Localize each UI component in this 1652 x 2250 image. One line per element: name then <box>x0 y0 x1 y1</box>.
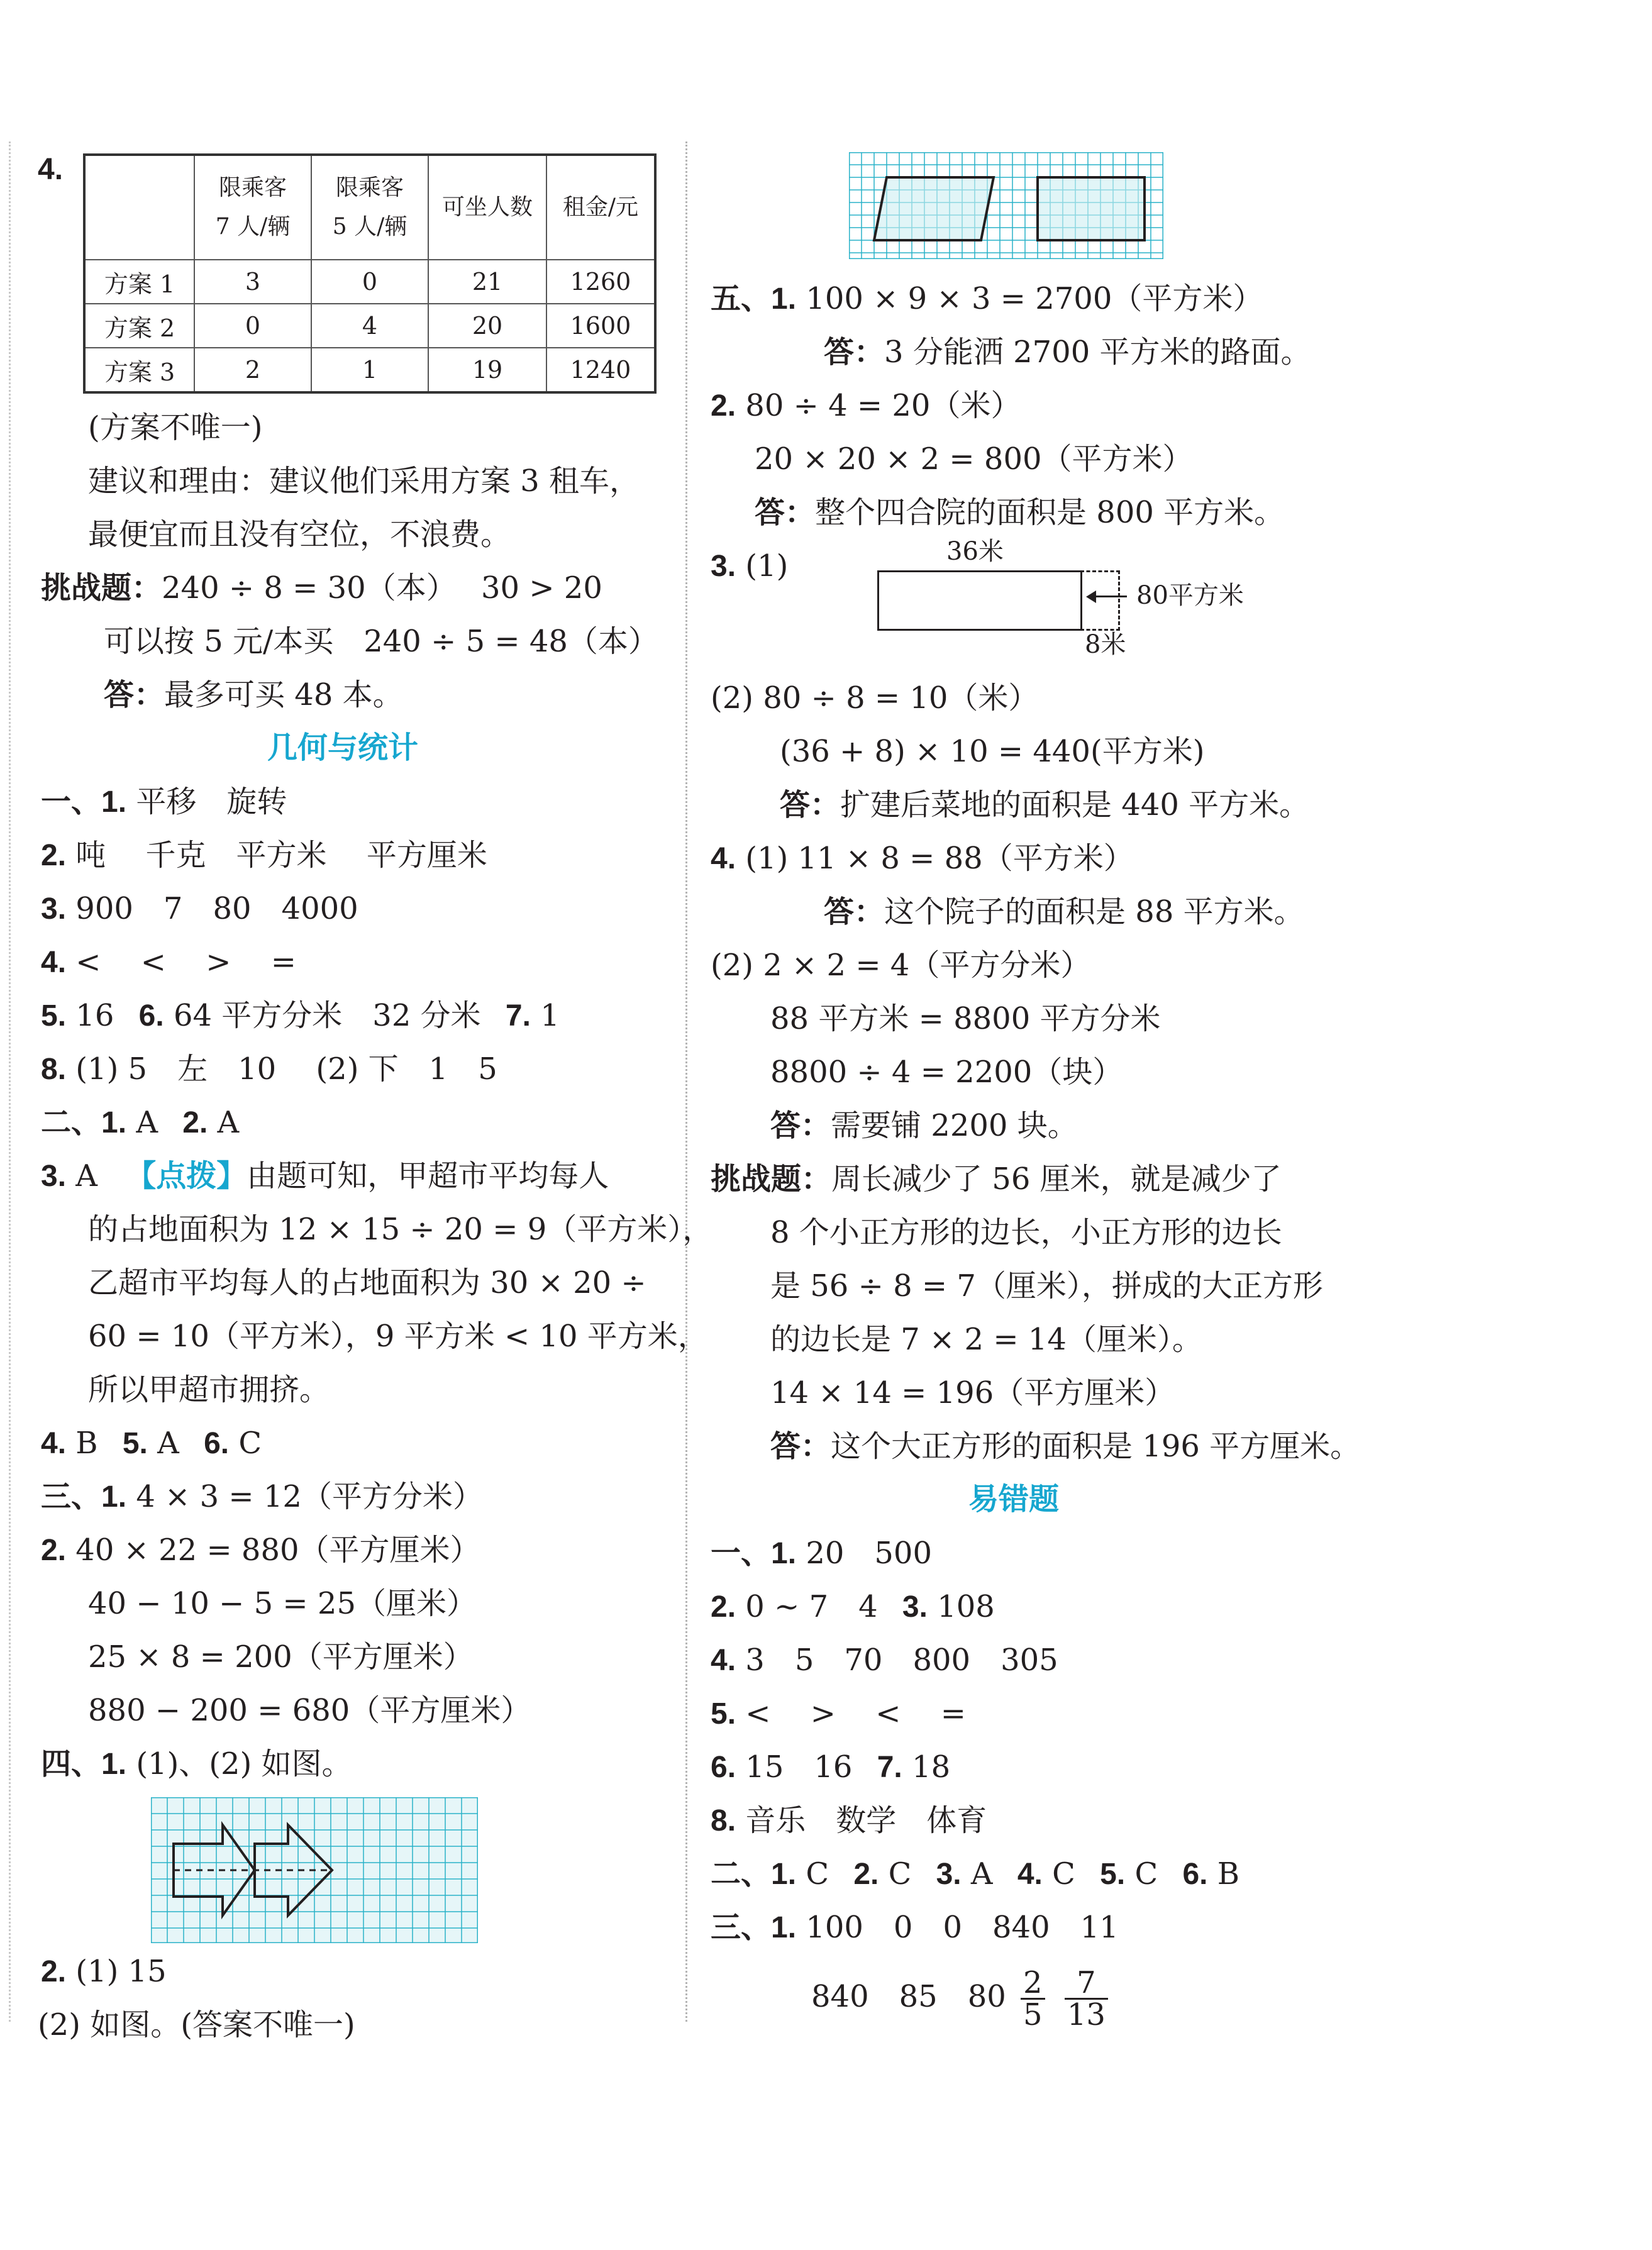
challenge-line-3: 是 56 ÷ 8 = 7（厘米），拼成的大正方形 <box>770 1268 1323 1304</box>
y-line-8 <box>711 1802 987 1839</box>
item-text: B <box>75 1426 98 1461</box>
item-label: 4. <box>41 946 67 979</box>
item-text: 900 7 80 4000 <box>75 891 358 926</box>
table-cell: 1 <box>311 348 428 392</box>
table-cell: 19 <box>428 348 546 392</box>
w-answer-1 <box>824 333 1311 371</box>
w-line-4d: 8800 ÷ 4 = 2200（块） <box>770 1055 1123 1090</box>
item-text: < > < = <box>745 1696 966 1731</box>
item-text: 80 ÷ 4 = 20（米） <box>745 388 1021 423</box>
e-line-3 <box>41 1157 609 1195</box>
w-line-3b: (2) 80 ÷ 8 = 10（米） <box>711 680 1039 716</box>
item-label: 6. <box>138 999 164 1033</box>
table-cell: 2 <box>194 348 311 392</box>
hint-line-3: 乙超市平均每人的占地面积为 30 × 20 ÷ <box>88 1265 646 1300</box>
challenge-calc-1: 240 ÷ 8 = 30（本） 30 > 20 <box>162 570 602 606</box>
item-text: C <box>806 1856 829 1892</box>
parallelogram-shape <box>874 177 994 240</box>
header-line: 限乘客 <box>335 175 404 201</box>
answer-text: 扩建后菜地的面积是 440 平方米。 <box>840 787 1310 823</box>
table-cell: 1600 <box>546 304 655 348</box>
t-line-2 <box>811 1962 1113 2031</box>
item-text: < < > = <box>75 945 296 980</box>
parallelogram-rectangle-grid <box>849 152 1163 259</box>
table-cell: 3 <box>194 260 311 304</box>
table-cell: 1260 <box>546 260 655 304</box>
item-label: 3. <box>902 1590 928 1624</box>
item-label: 4. <box>711 1644 736 1677</box>
item-label: 5. <box>122 1427 148 1460</box>
answer-label: 答： <box>770 1109 831 1143</box>
item-text: 100 0 0 840 11 <box>806 1910 1119 1945</box>
item-text: 音乐 数学 体育 <box>745 1803 987 1838</box>
hint-line-2: 的占地面积为 12 × 15 ÷ 20 = 9（平方米）， <box>88 1212 713 1247</box>
item-label: 三、1. <box>711 1911 797 1944</box>
g-line-8 <box>41 1050 497 1088</box>
label-36m: 36米 <box>946 537 1004 566</box>
s-line-4: 25 × 8 = 200（平方厘米） <box>88 1639 474 1675</box>
item-label: 3. <box>41 892 67 926</box>
y-line-1 <box>711 1534 932 1572</box>
suggestion-line-1: 建议和理由：建议他们采用方案 3 租车， <box>88 463 640 499</box>
challenge-line-4: 的边长是 7 × 2 = 14（厘米）。 <box>770 1322 1202 1357</box>
w-answer-3 <box>780 786 1309 824</box>
item-text: C <box>238 1426 262 1461</box>
y-line-4 <box>711 1641 1058 1679</box>
item-label: 2. <box>711 1590 736 1624</box>
item-text: 18 <box>912 1749 951 1785</box>
item-text: B <box>1217 1856 1240 1892</box>
item-text: (1) <box>745 548 789 584</box>
y-line-2 <box>711 1588 995 1626</box>
table-header-5seat <box>311 155 428 260</box>
g-line-4 <box>41 943 296 981</box>
g-line-1 <box>41 783 287 821</box>
item-label: 3. <box>936 1858 962 1891</box>
challenge-answer <box>104 676 403 714</box>
f-line-1 <box>41 1745 352 1783</box>
item-label: 3. <box>711 550 736 583</box>
item-text: 100 × 9 × 3 = 2700（平方米） <box>806 281 1263 316</box>
item-label: 8. <box>711 1804 736 1837</box>
original-field-rect <box>877 570 1082 631</box>
item-text: 平移 旋转 <box>136 784 287 819</box>
item-label: 2. <box>182 1106 208 1139</box>
table-cell: 1240 <box>546 348 655 392</box>
item-text: (1) 15 <box>75 1954 167 1989</box>
item-label: 6. <box>711 1751 736 1784</box>
hint-label: 【点拨】 <box>126 1160 247 1193</box>
table-header-rent: 租金/元 <box>546 155 655 260</box>
s-line-5: 880 − 200 = 680（平方厘米） <box>88 1693 531 1728</box>
hint-line-4: 60 = 10（平方米），9 平方米 < 10 平方米， <box>88 1319 708 1354</box>
item-label: 二、1. <box>711 1858 797 1891</box>
hint-line-5: 所以甲超市拥挤。 <box>88 1372 330 1407</box>
q4-label: 4. <box>38 153 64 186</box>
answer-label: 答： <box>824 895 885 929</box>
challenge-line-1 <box>711 1160 1282 1198</box>
table-cell: 0 <box>194 304 311 348</box>
item-label: 3. <box>41 1160 67 1193</box>
table-corner <box>84 155 194 260</box>
item-label: 一、1. <box>711 1537 797 1570</box>
section-title-geometry: 几何与统计 <box>267 731 419 765</box>
item-text: 16 <box>75 998 114 1033</box>
answer-label: 答： <box>770 1430 831 1463</box>
e-line-1 <box>41 1104 239 1141</box>
challenge-line-2: 可以按 5 元/本买 240 ÷ 5 = 48（本） <box>104 624 658 659</box>
section-title-errors: 易错题 <box>968 1483 1060 1516</box>
item-text: 1 <box>540 998 560 1033</box>
table-cell: 方案 2 <box>84 304 194 348</box>
arrow-head-icon <box>1086 590 1096 603</box>
item-label: 三、1. <box>41 1480 127 1514</box>
item-text: (1) 11 × 8 = 88（平方米） <box>745 841 1134 876</box>
item-label: 4. <box>1017 1858 1043 1891</box>
label-8m: 8米 <box>1085 630 1126 659</box>
item-text: A <box>157 1426 179 1461</box>
item-label: 8. <box>41 1053 67 1086</box>
item-label: 5. <box>1100 1858 1126 1891</box>
fraction-numerator: 7 <box>1065 1968 1108 2000</box>
margin-dotted-line <box>9 141 11 2022</box>
table-cell: 20 <box>428 304 546 348</box>
fraction-denominator: 13 <box>1067 1997 1106 2032</box>
table-cell: 方案 3 <box>84 348 194 392</box>
w-answer-4a <box>824 893 1304 931</box>
challenge-label: 挑战题： <box>41 572 162 605</box>
f-line-2b: (2) 如图。(答案不唯一) <box>38 2007 355 2042</box>
item-text: 20 500 <box>806 1536 933 1571</box>
y-line-5 <box>711 1695 966 1732</box>
item-text: A <box>136 1105 158 1140</box>
w-line-3c: (36 + 8) × 10 = 440(平方米) <box>780 734 1205 769</box>
g-line-5 <box>41 997 560 1034</box>
rental-plan-table <box>83 153 657 394</box>
item-text: 40 × 22 = 880（平方厘米） <box>75 1532 480 1568</box>
w-line-4 <box>711 840 1134 877</box>
item-label: 6. <box>204 1427 230 1460</box>
answer-label: 答： <box>755 496 816 529</box>
w-line-2b: 20 × 20 × 2 = 800（平方米） <box>755 441 1193 477</box>
fraction-2-5 <box>1021 1965 1045 2032</box>
z-line <box>711 1855 1239 1893</box>
item-label: 4. <box>41 1427 67 1460</box>
item-label: 一、1. <box>41 785 127 819</box>
s-line-1 <box>41 1478 483 1516</box>
y-line-6 <box>711 1748 950 1786</box>
item-text: 吨 千克 平方米 平方厘米 <box>75 838 487 873</box>
table-header-7seat <box>194 155 311 260</box>
field-extension-diagram <box>877 537 1244 670</box>
item-label: 五、1. <box>711 282 797 316</box>
fraction-numerator: 2 <box>1021 1968 1045 2000</box>
arrow-translation-grid <box>151 1797 478 1943</box>
header-line: 5 人/辆 <box>332 214 407 240</box>
item-text: A <box>217 1105 240 1140</box>
item-text: 64 平方分米 32 分米 <box>173 998 481 1033</box>
label-80sqm: 80平方米 <box>1136 581 1244 610</box>
challenge-line-2: 8 个小正方形的边长，小正方形的边长 <box>770 1215 1282 1250</box>
item-text: C <box>1052 1856 1075 1892</box>
item-text: 3 5 70 800 305 <box>745 1643 1058 1678</box>
table-row <box>84 304 655 348</box>
item-label: 5. <box>41 999 67 1033</box>
answer-text: 这个院子的面积是 88 平方米。 <box>884 894 1304 929</box>
item-text: 4 × 3 = 12（平方分米） <box>136 1479 483 1514</box>
w-line-1 <box>711 280 1263 318</box>
hint-text: 由题可知，甲超市平均每人 <box>247 1158 609 1194</box>
item-label: 7. <box>505 999 531 1033</box>
suggestion-line-2: 最便宜而且没有空位，不浪费。 <box>88 517 511 552</box>
g-line-3 <box>41 890 358 928</box>
table-cell: 21 <box>428 260 546 304</box>
w-answer-4b <box>770 1107 1078 1144</box>
rectangle-shape <box>1038 177 1145 240</box>
item-label: 7. <box>877 1751 902 1784</box>
w-answer-2 <box>755 494 1284 531</box>
challenge-label: 挑战题： <box>711 1163 832 1196</box>
e-line-4 <box>41 1424 262 1462</box>
challenge-text: 周长减少了 56 厘米，就是减少了 <box>831 1161 1282 1197</box>
answer-text: 这个大正方形的面积是 196 平方厘米。 <box>831 1429 1361 1464</box>
item-text: (1)、(2) 如图。 <box>136 1746 352 1782</box>
item-label: 四、1. <box>41 1748 127 1781</box>
item-label: 2. <box>711 389 736 423</box>
table-cell: 0 <box>311 260 428 304</box>
answer-label: 答： <box>780 789 841 822</box>
column-divider <box>685 141 687 2022</box>
item-text: 0 ~ 7 4 <box>745 1589 878 1624</box>
header-line: 7 人/辆 <box>215 214 291 240</box>
fraction-denominator: 5 <box>1023 1997 1043 2032</box>
table-row <box>84 260 655 304</box>
item-text: 108 <box>937 1589 995 1624</box>
note-not-unique: (方案不唯一) <box>88 410 263 445</box>
answer-label: 答： <box>104 679 165 712</box>
challenge-line-1 <box>41 569 602 607</box>
header-line: 限乘客 <box>218 175 287 201</box>
table-row <box>84 348 655 392</box>
challenge-answer <box>770 1427 1360 1465</box>
answer-label: 答： <box>824 336 885 369</box>
challenge-line-5: 14 × 14 = 196（平方厘米） <box>770 1375 1175 1410</box>
g-line-2 <box>41 836 487 874</box>
w-line-2 <box>711 387 1021 424</box>
table-cell: 4 <box>311 304 428 348</box>
item-text: 15 16 <box>745 1749 853 1785</box>
s-line-2 <box>41 1531 480 1569</box>
item-text: C <box>1134 1856 1158 1892</box>
item-label: 4. <box>711 842 736 875</box>
s-line-3: 40 − 10 − 5 = 25（厘米） <box>88 1586 477 1621</box>
answer-text: 整个四合院的面积是 800 平方米。 <box>815 495 1285 530</box>
item-text: 840 85 80 <box>811 1979 1006 2014</box>
item-label: 二、1. <box>41 1106 127 1139</box>
item-text: C <box>888 1856 912 1892</box>
w-line-4c: 88 平方米 = 8800 平方分米 <box>770 1001 1161 1036</box>
answer-text: 3 分能洒 2700 平方米的路面。 <box>884 335 1311 370</box>
table-cell: 方案 1 <box>84 260 194 304</box>
item-text: (1) 5 左 10 (2) 下 1 5 <box>75 1051 497 1087</box>
item-label: 6. <box>1182 1858 1208 1891</box>
item-text: A <box>970 1856 993 1892</box>
w-line-3 <box>711 547 788 585</box>
answer-text: 需要铺 2200 块。 <box>831 1108 1078 1143</box>
item-label: 2. <box>853 1858 879 1891</box>
w-line-4b: (2) 2 × 2 = 4（平方分米） <box>711 948 1091 983</box>
table-header-seats: 可坐人数 <box>428 155 546 260</box>
fraction-7-13 <box>1065 1965 1108 2032</box>
item-label: 5. <box>711 1697 736 1731</box>
f-line-2 <box>41 1953 167 1990</box>
item-label: 2. <box>41 839 67 872</box>
item-label: 2. <box>41 1534 67 1567</box>
t-line-1 <box>711 1909 1119 1946</box>
item-label: 2. <box>41 1955 67 1988</box>
item-text: A <box>75 1158 97 1194</box>
answer-text: 最多可买 48 本。 <box>164 677 403 712</box>
